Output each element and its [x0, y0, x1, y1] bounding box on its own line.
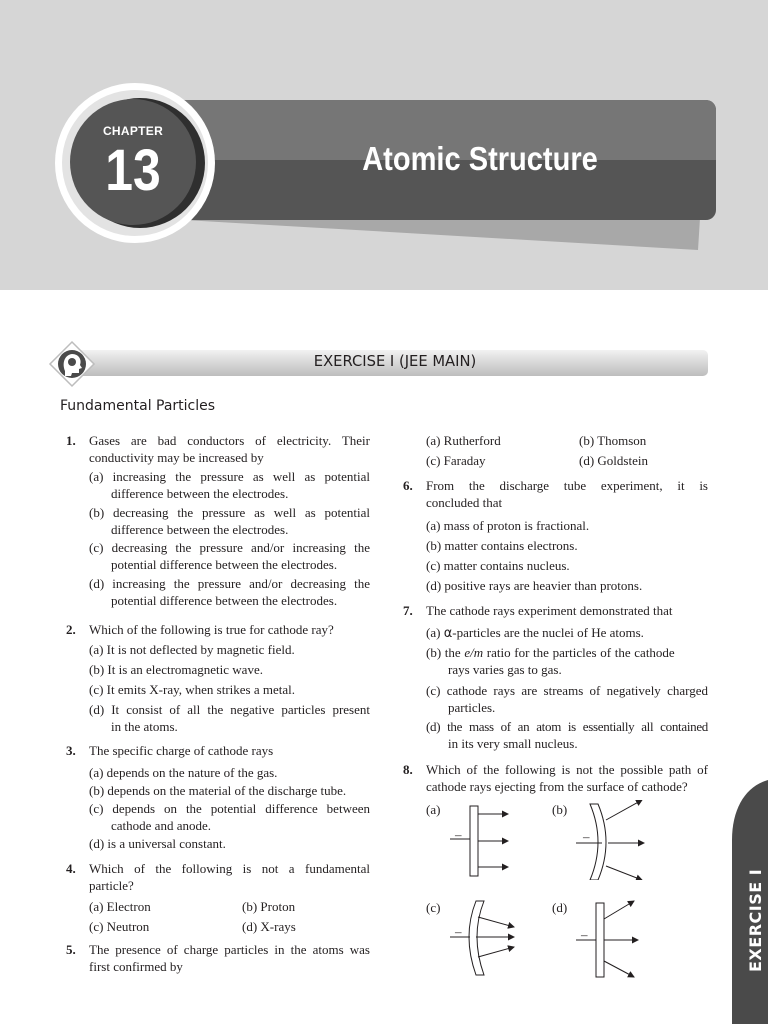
option-text-rest: -particles are the nuclei of He atoms.: [452, 625, 644, 640]
alpha-symbol: α: [443, 626, 453, 641]
question-number: 1.: [66, 433, 76, 448]
option-text: (d) the mass of an atom is essentially all contained: [426, 719, 708, 734]
option-text: (a) It is not deflected by magnetic field.: [89, 642, 295, 657]
question-text: Gases are bad conductors of electricity. Their: [89, 433, 370, 448]
minus-sign: –: [455, 924, 462, 939]
option-label: (d): [552, 900, 568, 915]
question-number: 6.: [403, 478, 413, 493]
option-label: (c): [426, 900, 441, 915]
brain-head-icon: [48, 340, 96, 388]
side-tab-label: EXERCISE I: [746, 868, 765, 972]
option-text: (c) cathode rays are streams of negatively charged: [426, 683, 708, 698]
question-number: 8.: [403, 762, 413, 777]
question-text: concluded that: [426, 495, 503, 510]
option-text: cathode and anode.: [111, 818, 211, 833]
option-text: (c) depends on the potential difference between: [89, 801, 370, 816]
option-text: (d) is a universal constant.: [89, 836, 226, 851]
option-label: (a): [426, 625, 444, 640]
option-text: (b) Proton: [242, 899, 296, 914]
question-text: particle?: [89, 878, 134, 893]
option-text: (b) It is an electromagnetic wave.: [89, 662, 263, 677]
chapter-label: CHAPTER: [102, 124, 164, 138]
chapter-number: 13: [105, 138, 161, 203]
question-text: The cathode rays experiment demonstrated that: [426, 603, 673, 618]
question-number: 3.: [66, 743, 76, 758]
exercise-title: EXERCISE I (JEE MAIN): [313, 352, 477, 370]
option-text: (d) Goldstein: [579, 453, 648, 468]
minus-sign: –: [455, 827, 462, 842]
option-text: (a) increasing the pressure as well as potential: [89, 469, 370, 484]
option-text: in the atoms.: [111, 719, 178, 734]
option-text: [426, 624, 644, 642]
question-text: Which of the following is not the possible path of: [426, 762, 708, 777]
option-text: rays varies gas to gas.: [448, 662, 562, 677]
em-ratio: e/m: [464, 645, 484, 660]
option-label: (a): [426, 802, 441, 817]
option-text: potential difference between the electrodes.: [111, 557, 338, 572]
option-text: (a) Electron: [89, 899, 151, 914]
option-text: (b) Thomson: [579, 433, 647, 448]
question-number: 5.: [66, 942, 76, 957]
question-number: 4.: [66, 861, 76, 876]
section-heading: Fundamental Particles: [60, 398, 216, 414]
option-text: (d) It consist of all the negative particles present: [89, 702, 370, 717]
option-label: (b): [552, 802, 568, 817]
question-text: cathode rays ejecting from the surface of cathode?: [426, 779, 688, 794]
chapter-title: Atomic Structure: [362, 140, 598, 177]
option-text: difference between the electrodes.: [111, 522, 289, 537]
option-text: (a) mass of proton is fractional.: [426, 518, 590, 533]
option-text: [426, 644, 708, 661]
question-text: From the discharge tube experiment, it is: [426, 478, 708, 493]
option-text: in its very small nucleus.: [448, 736, 578, 751]
option-text: (d) X-rays: [242, 919, 296, 934]
option-text: (d) positive rays are heavier than protons.: [426, 578, 643, 593]
minus-sign: –: [581, 927, 588, 942]
question-text: The specific charge of cathode rays: [89, 743, 274, 758]
question-text: Which of the following is true for cathode ray?: [89, 622, 334, 637]
minus-sign: –: [583, 829, 590, 844]
question-text: The presence of charge particles in the atoms was: [89, 942, 370, 957]
question-text: first confirmed by: [89, 959, 183, 974]
option-text: (b) decreasing the pressure as well as potential: [89, 505, 370, 520]
cathode-diagram-a: [440, 800, 530, 880]
option-text: difference between the electrodes.: [111, 486, 289, 501]
option-text: (c) Neutron: [89, 919, 150, 934]
option-text: (c) matter contains nucleus.: [426, 558, 570, 573]
option-text: (d) increasing the pressure and/or decreasing the: [89, 576, 370, 591]
chapter-header: [0, 0, 768, 290]
question-text: Which of the following is not a fundamental: [89, 861, 370, 876]
question-text: conductivity may be increased by: [89, 450, 264, 465]
question-number: 2.: [66, 622, 76, 637]
option-text: potential difference between the electrodes.: [111, 593, 338, 608]
option-label: (b) the: [426, 645, 465, 660]
option-text: particles.: [448, 700, 496, 715]
question-number: 7.: [403, 603, 413, 618]
option-text: (c) decreasing the pressure and/or increasing the: [89, 540, 370, 555]
option-text: (c) Faraday: [426, 453, 486, 468]
option-text: (b) matter contains electrons.: [426, 538, 578, 553]
option-text: (c) It emits X-ray, when strikes a metal.: [89, 682, 296, 697]
option-text: (a) depends on the nature of the gas.: [89, 765, 278, 780]
option-text-rest: ratio for the particles of the cathode: [483, 645, 675, 660]
option-text: (a) Rutherford: [426, 433, 501, 448]
option-text: (b) depends on the material of the discharge tube.: [89, 783, 347, 798]
